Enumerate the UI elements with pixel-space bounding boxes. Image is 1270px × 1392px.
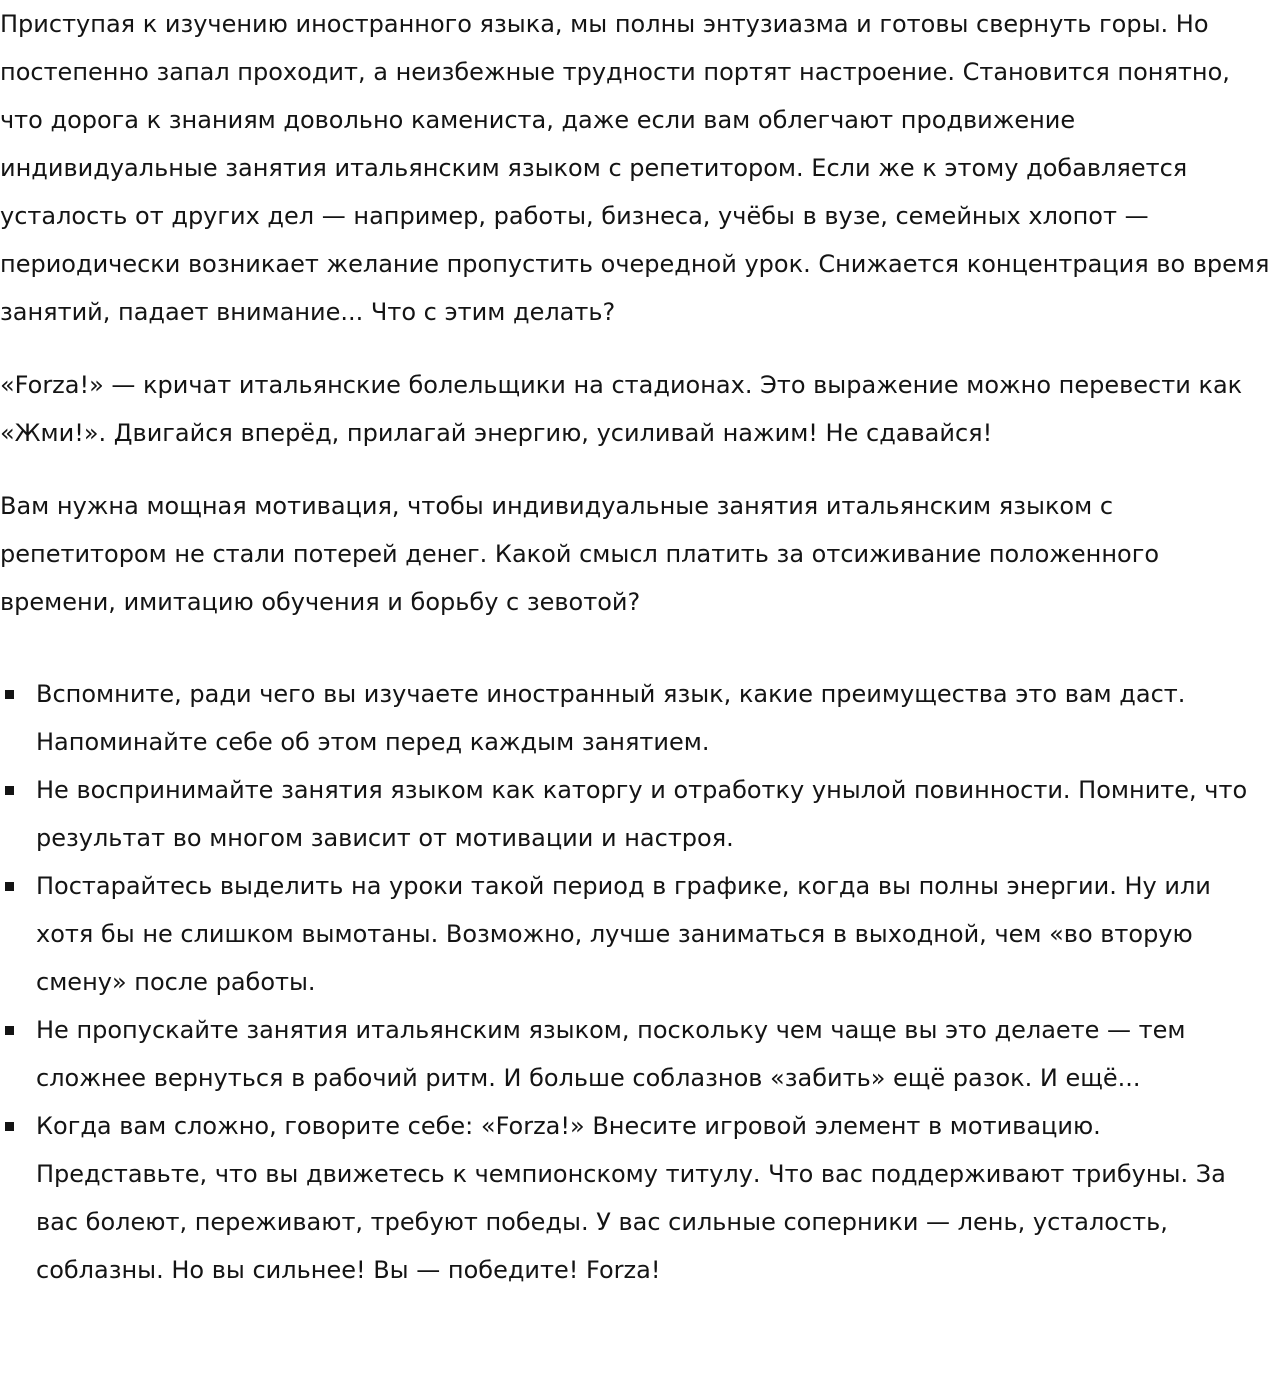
list-item: Не пропускайте занятия итальянским языком, поскольку чем чаще вы это делаете — тем сложнее вернуться в рабочий ритм. И больше соблазнов «забить» ещё разок. И ещё...	[36, 1006, 1270, 1102]
list-item: Не воспринимайте занятия языком как каторгу и отработку унылой повинности. Помните, что результат во многом зависит от мотивации и настроя.	[36, 766, 1270, 862]
tips-list	[0, 670, 1270, 1294]
paragraph-intro: Приступая к изучению иностранного языка, мы полны энтузиазма и готовы свернуть горы. Но постепенно запал проходит, а неизбежные трудности портят настроение. Становится понятно, что дорога к знаниям довольно камениста, даже если вам облегчают продвижение индивидуальные занятия итальянским языком с репетитором. Если же к этому добавляется усталость от других дел — например, работы, бизнеса, учёбы в вузе, семейных хлопот — периодически возникает желание пропустить очередной урок. Снижается концентрация во время занятий, падает внимание... Что с этим делать?	[0, 10, 1270, 326]
list-item: Вспомните, ради чего вы изучаете иностранный язык, какие преимущества это вам даст. Напоминайте себе об этом перед каждым занятием.	[36, 670, 1270, 766]
paragraph-forza: «Forza!» — кричат итальянские болельщики на стадионах. Это выражение можно перевести как «Жми!». Двигайся вперёд, прилагай энергию, усиливай нажим! Не сдавайся!	[0, 371, 1243, 447]
paragraph-motivation: Вам нужна мощная мотивация, чтобы индивидуальные занятия итальянским языком с репетитором не стали потерей денег. Какой смысл платить за отсиживание положенного времени, имитацию обучения и борьбу с зевотой?	[0, 492, 1160, 616]
list-item: Когда вам сложно, говорите себе: «Forza!» Внесите игровой элемент в мотивацию. Представьте, что вы движетесь к чемпионскому титулу. Что вас поддерживают трибуны. За вас болеют, переживают, требуют победы. У вас сильные соперники — лень, усталость, соблазны. Но вы сильнее! Вы — победите! Forza!	[36, 1102, 1270, 1294]
list-item: Постарайтесь выделить на уроки такой период в графике, когда вы полны энергии. Ну или хотя бы не слишком вымотаны. Возможно, лучше заниматься в выходной, чем «во вторую смену» после работы.	[36, 862, 1270, 1006]
